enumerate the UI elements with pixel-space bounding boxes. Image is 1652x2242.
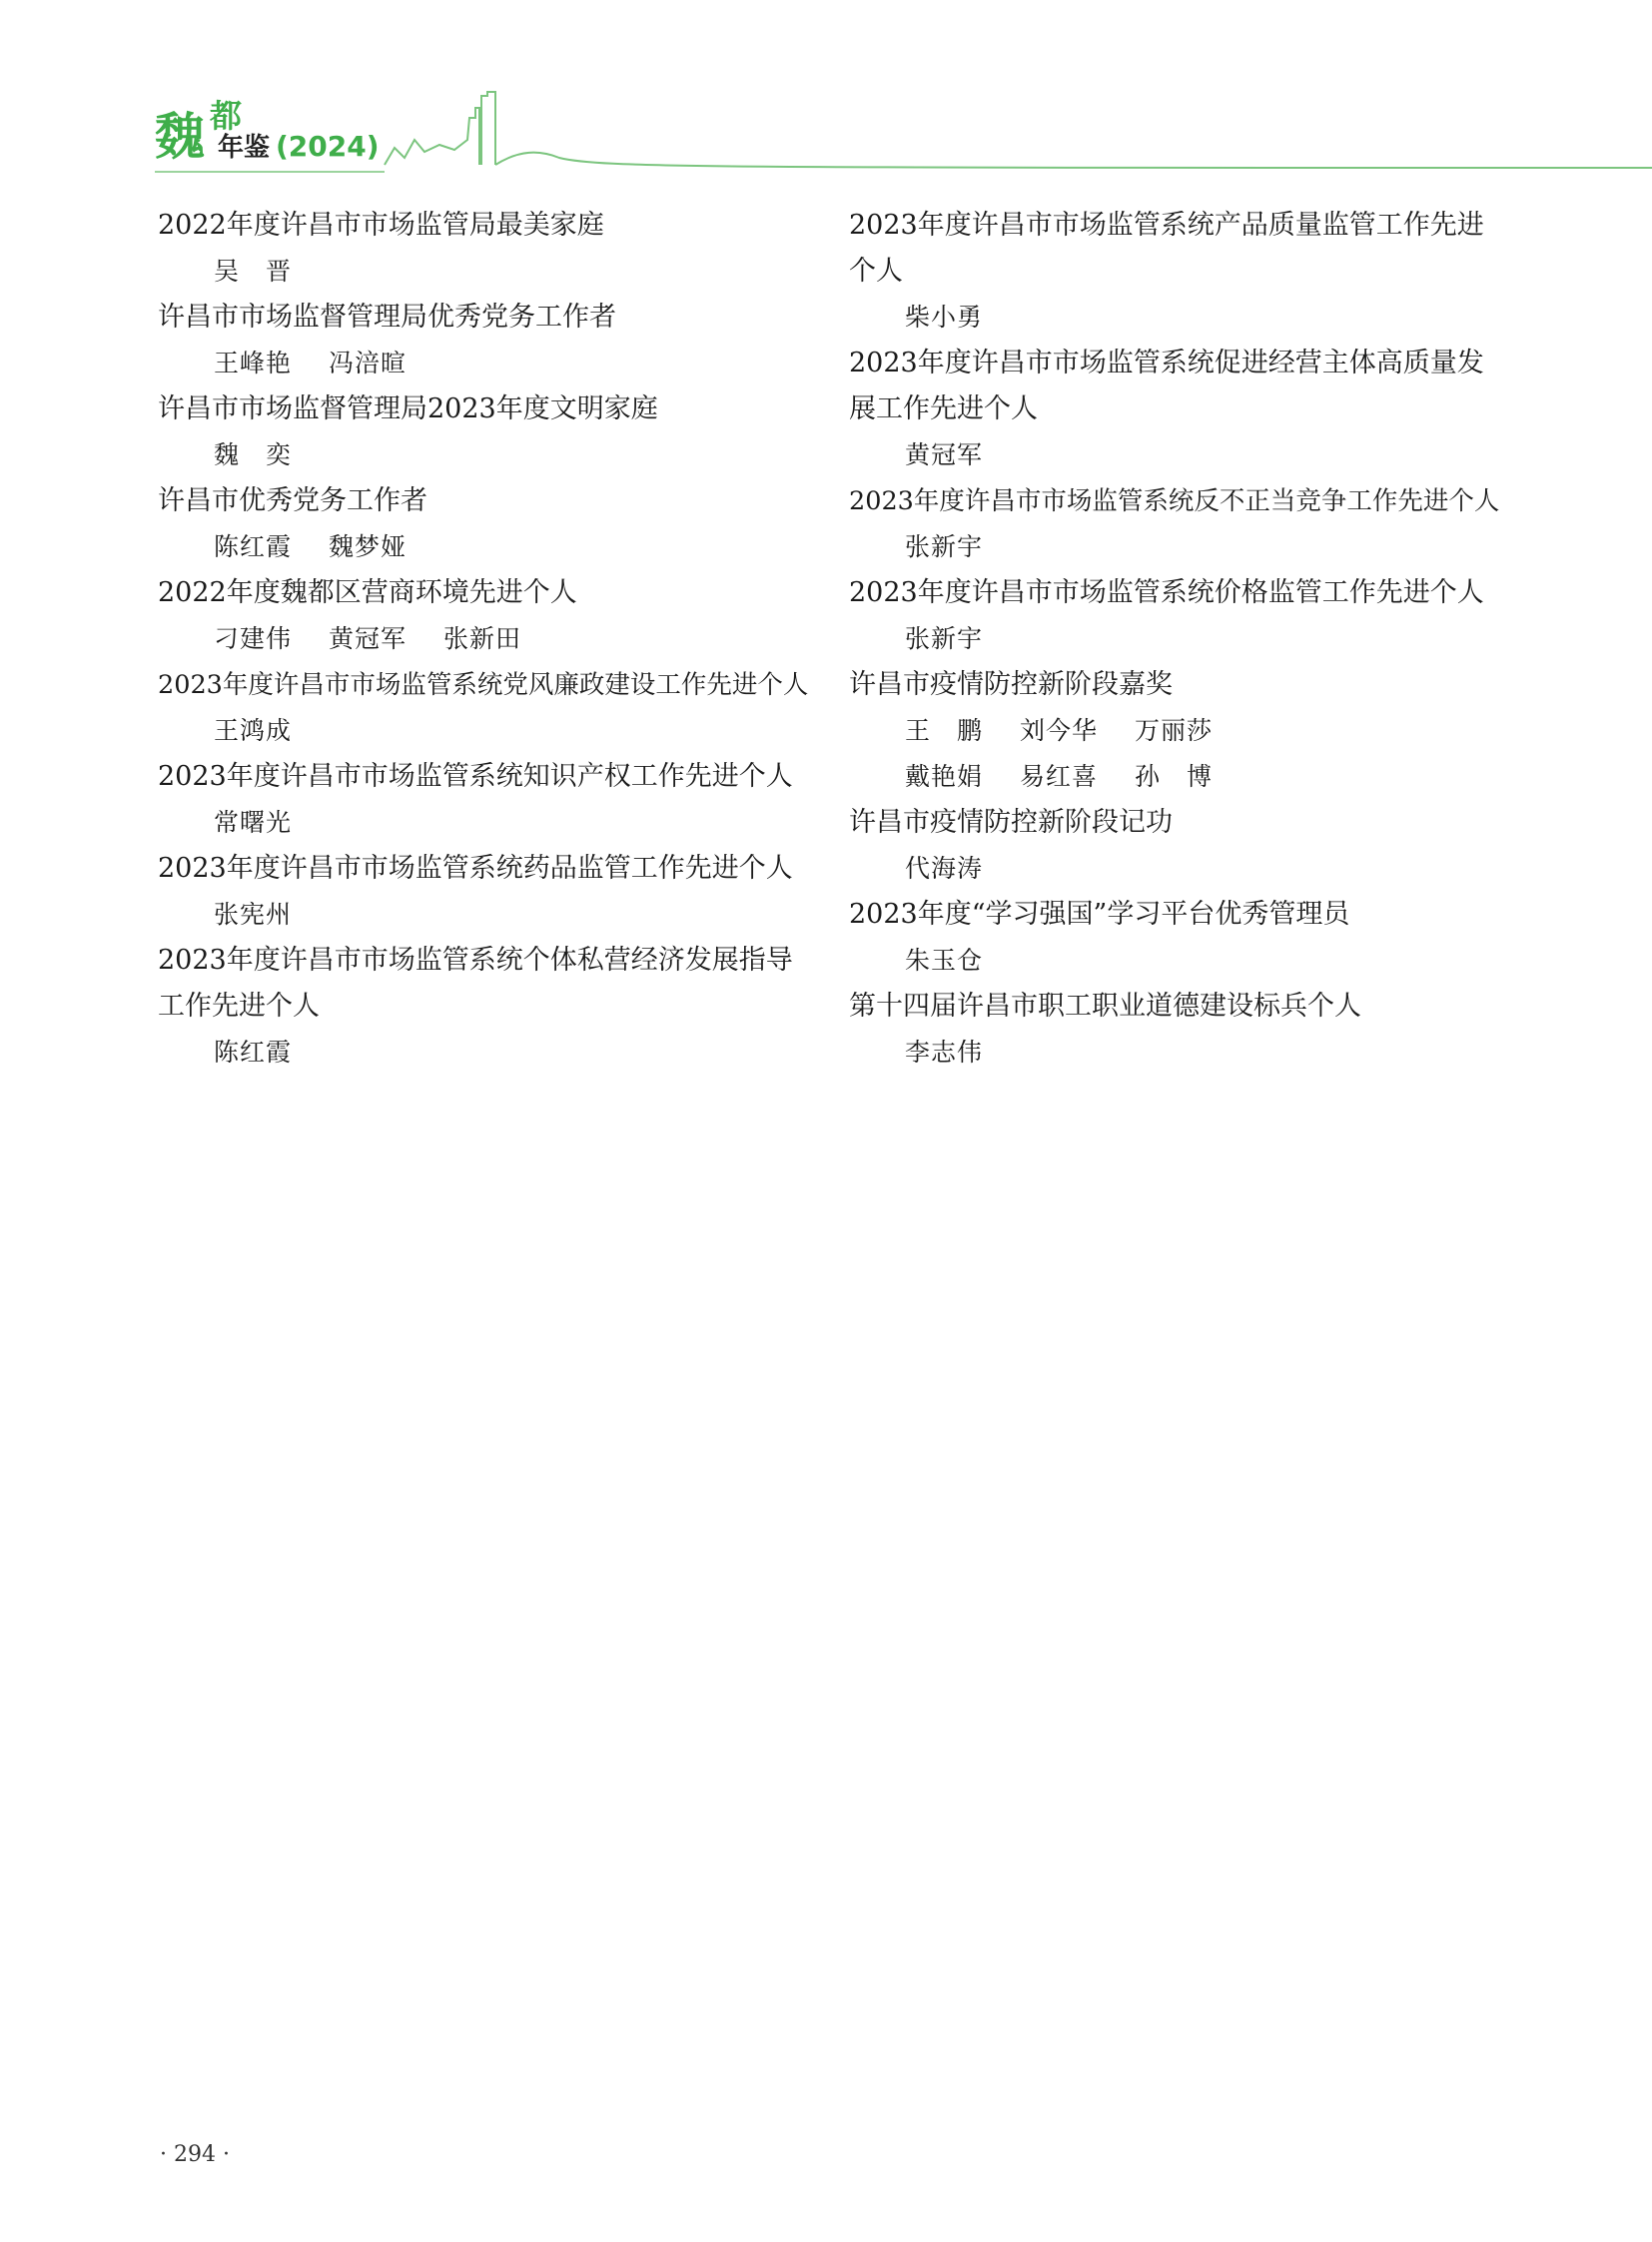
recipient-name: 戴艳娟: [905, 762, 984, 791]
right-column: [849, 203, 1508, 1076]
award-title: 2023年度许昌市市场监管系统药品监管工作先进个人: [158, 853, 793, 884]
recipient-names: [158, 249, 817, 295]
recipient-names: [849, 754, 1508, 800]
award-title: 许昌市市场监督管理局2023年度文明家庭: [158, 393, 658, 424]
award-entry: [849, 984, 1508, 1076]
recipient-names: [158, 892, 817, 938]
award-entry: [158, 295, 817, 386]
award-entry: [158, 203, 817, 295]
recipient-names: [158, 432, 817, 478]
recipient-names: [849, 1030, 1508, 1076]
recipient-name: 陈红霞: [214, 532, 293, 561]
recipient-names: [158, 524, 817, 570]
recipient-name: 朱玉仓: [905, 946, 984, 975]
award-title: 许昌市疫情防控新阶段记功: [849, 807, 1173, 838]
award-title: 2023年度许昌市市场监管系统产品质量监管工作先进个人: [849, 210, 1484, 287]
logo-year: (2024): [276, 130, 380, 163]
logo-du: 都: [210, 97, 243, 135]
award-entry: [849, 478, 1508, 570]
recipient-names: [849, 846, 1508, 892]
recipient-name: 黄冠军: [328, 624, 407, 653]
award-title: 第十四届许昌市职工职业道德建设标兵个人: [849, 991, 1361, 1022]
award-title: 2023年度许昌市市场监管系统价格监管工作先进个人: [849, 577, 1484, 608]
recipient-name: 孙 博: [1134, 762, 1213, 791]
award-entry: [849, 662, 1508, 800]
recipient-name: 黄冠军: [905, 440, 984, 469]
logo-wei: 魏: [155, 108, 205, 166]
recipient-name: 吴 晋: [214, 257, 293, 286]
recipient-name: 冯涪暄: [328, 349, 407, 377]
recipient-names: [158, 708, 817, 754]
recipient-names: [158, 800, 817, 846]
award-title: 2023年度许昌市市场监管系统促进经营主体高质量发展工作先进个人: [849, 348, 1484, 424]
recipient-name: 张新宇: [905, 532, 984, 561]
recipient-name: 魏梦娅: [328, 532, 407, 561]
left-column: [158, 203, 817, 1076]
recipient-names: [158, 616, 817, 662]
recipient-name: 张新宇: [905, 624, 984, 653]
award-title: 2023年度许昌市市场监管系统党风廉政建设工作先进个人: [158, 670, 809, 700]
award-entry: [158, 386, 817, 478]
recipient-name: 刘今华: [1019, 716, 1098, 745]
award-entry: [158, 662, 817, 754]
recipient-name: 代海涛: [905, 854, 984, 883]
recipient-name: 王鸿成: [214, 716, 293, 745]
logo-nianjian: 年鉴: [218, 133, 271, 163]
recipient-name: 万丽莎: [1134, 716, 1213, 745]
page-number: · 294 ·: [160, 2142, 230, 2167]
recipient-names: [849, 616, 1508, 662]
recipient-name: 易红喜: [1019, 762, 1098, 791]
recipient-names: [158, 1030, 817, 1076]
recipient-name: 魏 奕: [214, 440, 293, 469]
award-title: 2023年度许昌市市场监管系统个体私营经济发展指导工作先进个人: [158, 945, 793, 1022]
award-entry: [849, 203, 1508, 341]
recipient-name: 王峰艳: [214, 349, 293, 377]
recipient-name: 李志伟: [905, 1038, 984, 1067]
award-entry: [158, 570, 817, 662]
award-entry: [849, 341, 1508, 478]
recipient-name: 王 鹏: [905, 716, 984, 745]
recipient-name: 张宪州: [214, 900, 293, 929]
award-entry: [158, 938, 817, 1076]
recipient-names: [849, 938, 1508, 984]
recipient-names: [849, 432, 1508, 478]
award-title: 许昌市市场监督管理局优秀党务工作者: [158, 302, 616, 333]
recipient-names: [849, 708, 1508, 754]
recipient-name: 张新田: [442, 624, 521, 653]
award-title: 2023年度许昌市市场监管系统知识产权工作先进个人: [158, 761, 793, 792]
award-title: 2023年度“学习强国”学习平台优秀管理员: [849, 899, 1350, 930]
award-title: 2022年度许昌市市场监管局最美家庭: [158, 210, 604, 241]
award-entry: [849, 800, 1508, 892]
award-entry: [849, 570, 1508, 662]
recipient-name: 常曙光: [214, 808, 293, 837]
page-header: [0, 0, 1652, 190]
recipient-names: [158, 341, 817, 386]
award-entry: [158, 754, 817, 846]
award-entry: [158, 846, 817, 938]
award-title: 2022年度魏都区营商环境先进个人: [158, 577, 577, 608]
award-entry: [849, 892, 1508, 984]
award-entry: [158, 478, 817, 570]
recipient-name: 刁建伟: [214, 624, 293, 653]
recipient-names: [849, 295, 1508, 341]
award-title: 许昌市疫情防控新阶段嘉奖: [849, 669, 1173, 700]
award-title: 许昌市优秀党务工作者: [158, 485, 427, 516]
recipient-name: 柴小勇: [905, 303, 984, 332]
award-title: 2023年度许昌市市场监管系统反不正当竞争工作先进个人: [849, 486, 1500, 516]
recipient-names: [849, 524, 1508, 570]
recipient-name: 陈红霞: [214, 1038, 293, 1067]
